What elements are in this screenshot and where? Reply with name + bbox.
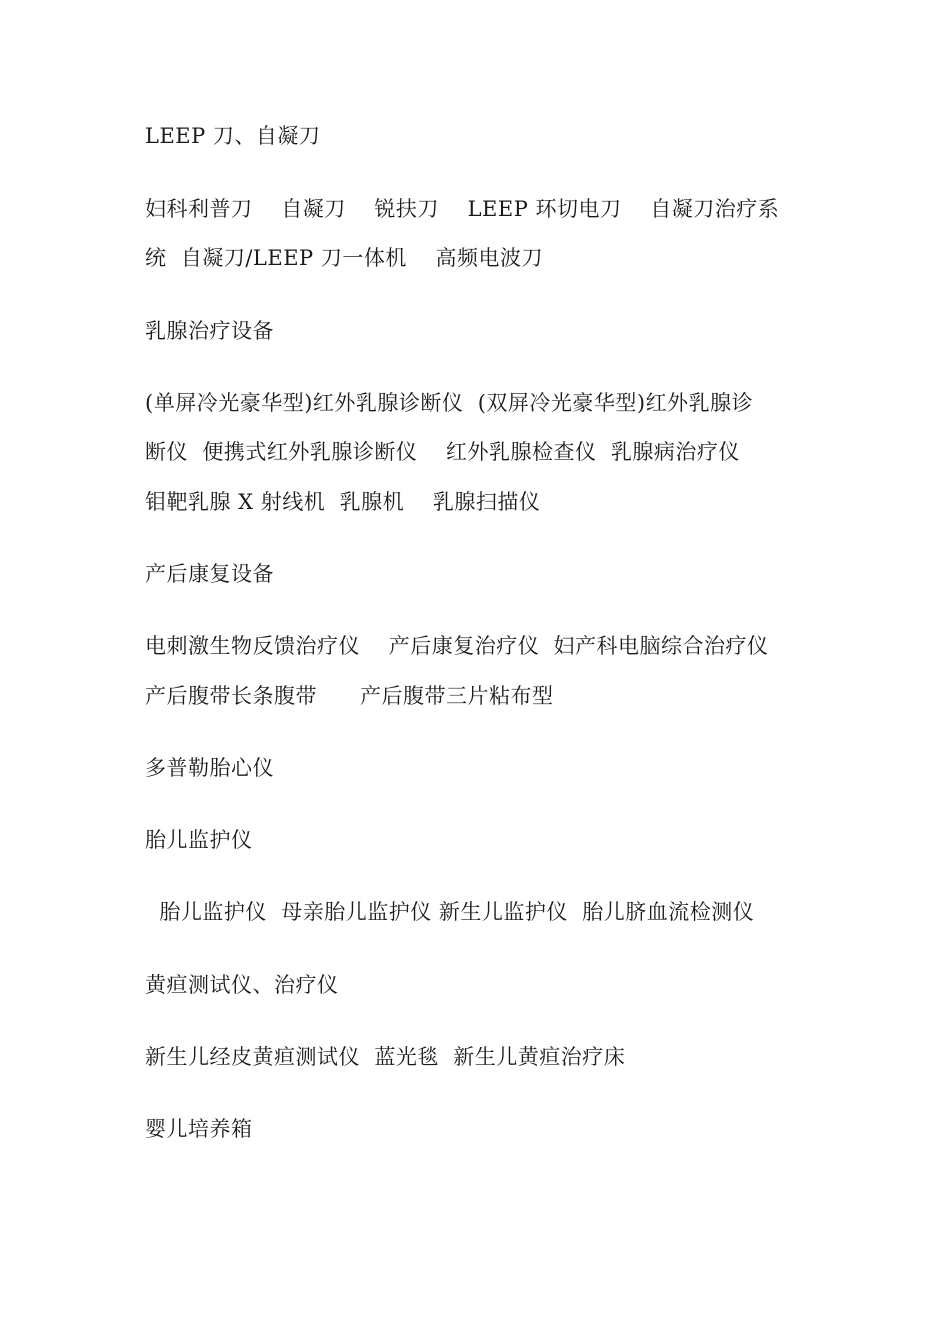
section-heading-incubator: 婴儿培养箱 bbox=[145, 1117, 253, 1141]
paragraph-line: 断仪 便携式红外乳腺诊断仪 红外乳腺检查仪 乳腺病治疗仪 bbox=[145, 440, 740, 464]
paragraph-line: 胎儿监护仪 母亲胎儿监护仪 新生儿监护仪 胎儿脐血流检测仪 bbox=[145, 900, 755, 924]
section-heading-leep: LEEP 刀、自凝刀 bbox=[145, 124, 321, 148]
section-heading-jaundice: 黄疸测试仪、治疗仪 bbox=[145, 973, 339, 997]
paragraph-line: 妇科利普刀 自凝刀 锐扶刀 LEEP 环切电刀 自凝刀治疗系 bbox=[145, 197, 780, 221]
section-heading-breast: 乳腺治疗设备 bbox=[145, 319, 274, 343]
paragraph-line: 电刺激生物反馈治疗仪 产后康复治疗仪 妇产科电脑综合治疗仪 bbox=[145, 634, 769, 658]
section-heading-doppler: 多普勒胎心仪 bbox=[145, 756, 274, 780]
paragraph-line: 统 自凝刀/LEEP 刀一体机 高频电波刀 bbox=[145, 246, 544, 270]
paragraph-line: 产后腹带长条腹带 产后腹带三片粘布型 bbox=[145, 684, 554, 708]
paragraph-line: 钼靶乳腺 X 射线机 乳腺机 乳腺扫描仪 bbox=[145, 490, 541, 514]
paragraph-line: (单屏冷光豪华型)红外乳腺诊断仪 (双屏冷光豪华型)红外乳腺诊 bbox=[145, 391, 754, 415]
paragraph-line: 新生儿经皮黄疸测试仪 蓝光毯 新生儿黄疸治疗床 bbox=[145, 1045, 626, 1069]
section-heading-postpartum: 产后康复设备 bbox=[145, 562, 274, 586]
section-heading-fetal-monitor: 胎儿监护仪 bbox=[145, 828, 253, 852]
